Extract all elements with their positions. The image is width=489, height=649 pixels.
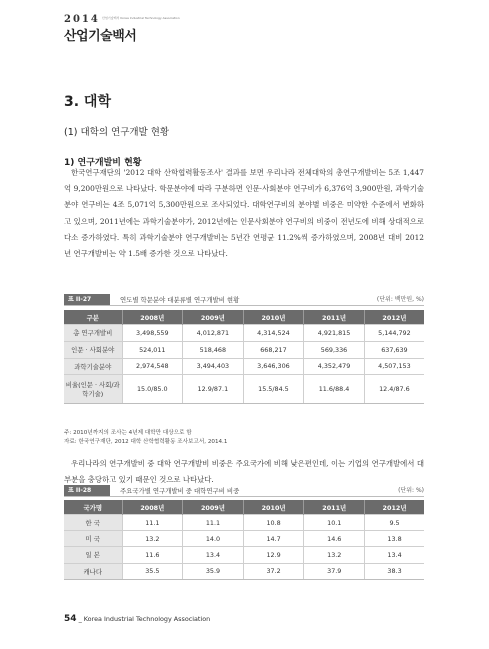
table-row [64, 325, 424, 342]
table2-header-cell: 2010년 [243, 500, 304, 515]
table-cell: 13.2 [304, 547, 365, 563]
table2-header-cell: 2011년 [304, 500, 365, 515]
table-cell: 637,639 [364, 341, 424, 358]
table-row-label: 인문 · 사회분야 [64, 341, 122, 358]
table-row [64, 358, 424, 375]
table-row-label: 일 본 [64, 547, 122, 563]
section-title: 3. 대학 [64, 94, 111, 110]
table1-header-row [64, 310, 424, 325]
brand-logo [64, 14, 180, 44]
table-cell: 2,974,548 [122, 358, 183, 375]
table-row [64, 515, 424, 531]
table-cell: 12.4/87.6 [364, 375, 424, 404]
table-cell: 15.0/85.0 [122, 375, 183, 404]
table2-header-cell: 국가명 [64, 500, 122, 515]
table-row [64, 547, 424, 563]
table-cell: 4,314,524 [243, 325, 304, 342]
brand-tagline: 산업기술백서 Korea Industrial Technology Association [102, 16, 180, 20]
table-cell: 3,494,403 [183, 358, 244, 375]
table-cell: 11.6 [122, 547, 183, 563]
table-cell: 13.8 [365, 531, 424, 547]
table2-header-cell: 2008년 [122, 500, 183, 515]
table2-caption: 주요국가별 연구개발비 중 대학연구비 비중 [120, 487, 240, 495]
table2-rule [64, 496, 424, 497]
table-cell: 35.9 [183, 563, 244, 579]
table-row [64, 531, 424, 547]
section-subtitle: (1) 대학의 연구개발 현황 [64, 127, 170, 138]
table-cell: 9.5 [365, 515, 424, 531]
table-cell: 4,507,153 [364, 358, 424, 375]
table-cell: 13.4 [365, 547, 424, 563]
table-cell: 11.1 [183, 515, 244, 531]
table-cell: 38.3 [365, 563, 424, 579]
table-cell: 12.9 [243, 547, 304, 563]
table-cell: 4,921,815 [304, 325, 365, 342]
table-cell: 668,217 [243, 341, 304, 358]
table-cell: 4,012,871 [183, 325, 244, 342]
table-cell: 35.5 [122, 563, 183, 579]
table-cell: 14.7 [243, 531, 304, 547]
table-cell: 10.8 [243, 515, 304, 531]
table-row-label: 과학기술분야 [64, 358, 122, 375]
table-cell: 14.0 [183, 531, 244, 547]
table2-unit: (단위: %) [398, 487, 424, 494]
table-row-label: 미 국 [64, 531, 122, 547]
table-row-label: 총 연구개발비 [64, 325, 122, 342]
table-cell: 11.6/88.4 [304, 375, 365, 404]
table-cell: 13.4 [183, 547, 244, 563]
table2-header-cell: 2012년 [365, 500, 424, 515]
table1-note: 주: 2010년까지의 조사는 4년제 대학만 대상으로 함 [64, 430, 192, 436]
paragraph-text: 한국연구재단의 '2012 대학 산학협력활동조사' 결과를 보면 우리나라 전체대학의 총연구개발비는 5조 1,447억 9,200만원으로 나타났다. 학문분야에 따라 구분하면 인문·사회분야 연구비가 6,376억 3,900만원, 과학기술분야 연구비는 4조 5,071억 5,300만원으로 조사되었다. 대학연구비의 분야별 비중은 미약한 수준에서 변화하고 있으며, 2011년에는 과학기술분야가, 2012년에는 인문사회분야 연구비의 비중이 전년도에 비해 상대적으로 다소 증가하였다. 특히 과학기술분야 연구개발비는 5년간 연평균 11.2%씩 증가하였으며, 2008년 대비 2012년 연구개발비는 약 1.5배 증가한 것으로 나타났다. [64, 168, 424, 259]
table1-header-cell: 2010년 [243, 310, 304, 325]
footer-org: _ Korea Industrial Technology Association [78, 615, 211, 623]
section-subsubtitle: 1) 연구개발비 현황 [64, 158, 142, 168]
table1-source: 자료: 한국연구재단, 2012 대학 산학협력활동 조사보고서, 2014.1 [64, 439, 228, 445]
table-cell: 3,498,559 [122, 325, 183, 342]
table-cell: 524,011 [122, 341, 183, 358]
body-paragraph-2 [64, 456, 424, 488]
page-footer [64, 614, 210, 624]
table-cell: 37.9 [304, 563, 365, 579]
table2 [64, 500, 424, 580]
table-cell: 14.6 [304, 531, 365, 547]
table-row-label: 캐나다 [64, 563, 122, 579]
table-cell: 15.5/84.5 [243, 375, 304, 404]
table-cell: 3,646,306 [243, 358, 304, 375]
table1-header-cell: 구분 [64, 310, 122, 325]
table1-caption: 연도별 학문분야 대분류별 연구개발비 현황 [120, 296, 240, 304]
table-cell: 11.1 [122, 515, 183, 531]
table-cell: 13.2 [122, 531, 183, 547]
table-cell: 569,336 [304, 341, 365, 358]
table2-tag: 표 II-28 [64, 485, 110, 497]
table-row-label: 비율(인문 · 사회/과학기술) [64, 375, 122, 404]
table-cell: 12.9/87.1 [183, 375, 244, 404]
table-row [64, 375, 424, 404]
body-paragraph-1 [64, 165, 424, 262]
table-cell: 5,144,792 [364, 325, 424, 342]
table-cell: 37.2 [243, 563, 304, 579]
table1-rule [64, 305, 424, 306]
table1-header-cell: 2008년 [122, 310, 183, 325]
brand-year: 2014 [64, 14, 100, 25]
table1-tag: 표 II-27 [64, 294, 110, 306]
paragraph-text: 우리나라의 연구개발비 중 대학 연구개발비 비중은 주요국가에 비해 낮은편인데, 이는 기업의 연구개발에서 대부분을 충당하고 있기 때문인 것으로 나타났다. [64, 459, 424, 485]
brand-title: 산업기술백서 [64, 29, 137, 44]
table2-header-cell: 2009년 [183, 500, 244, 515]
table-cell: 4,352,479 [304, 358, 365, 375]
table-row [64, 341, 424, 358]
table1-header-cell: 2009년 [183, 310, 244, 325]
table1-header-cell: 2012년 [364, 310, 424, 325]
table-row-label: 한 국 [64, 515, 122, 531]
table2-header-row [64, 500, 424, 515]
table1-header-cell: 2011년 [304, 310, 365, 325]
table2-caption-bar [64, 485, 424, 497]
table1 [64, 310, 424, 404]
table-cell: 10.1 [304, 515, 365, 531]
table-cell: 518,468 [183, 341, 244, 358]
table-row [64, 563, 424, 579]
page-number: 54 [64, 614, 77, 624]
table1-unit: (단위: 백만원, %) [376, 296, 424, 303]
table1-caption-bar [64, 294, 424, 306]
